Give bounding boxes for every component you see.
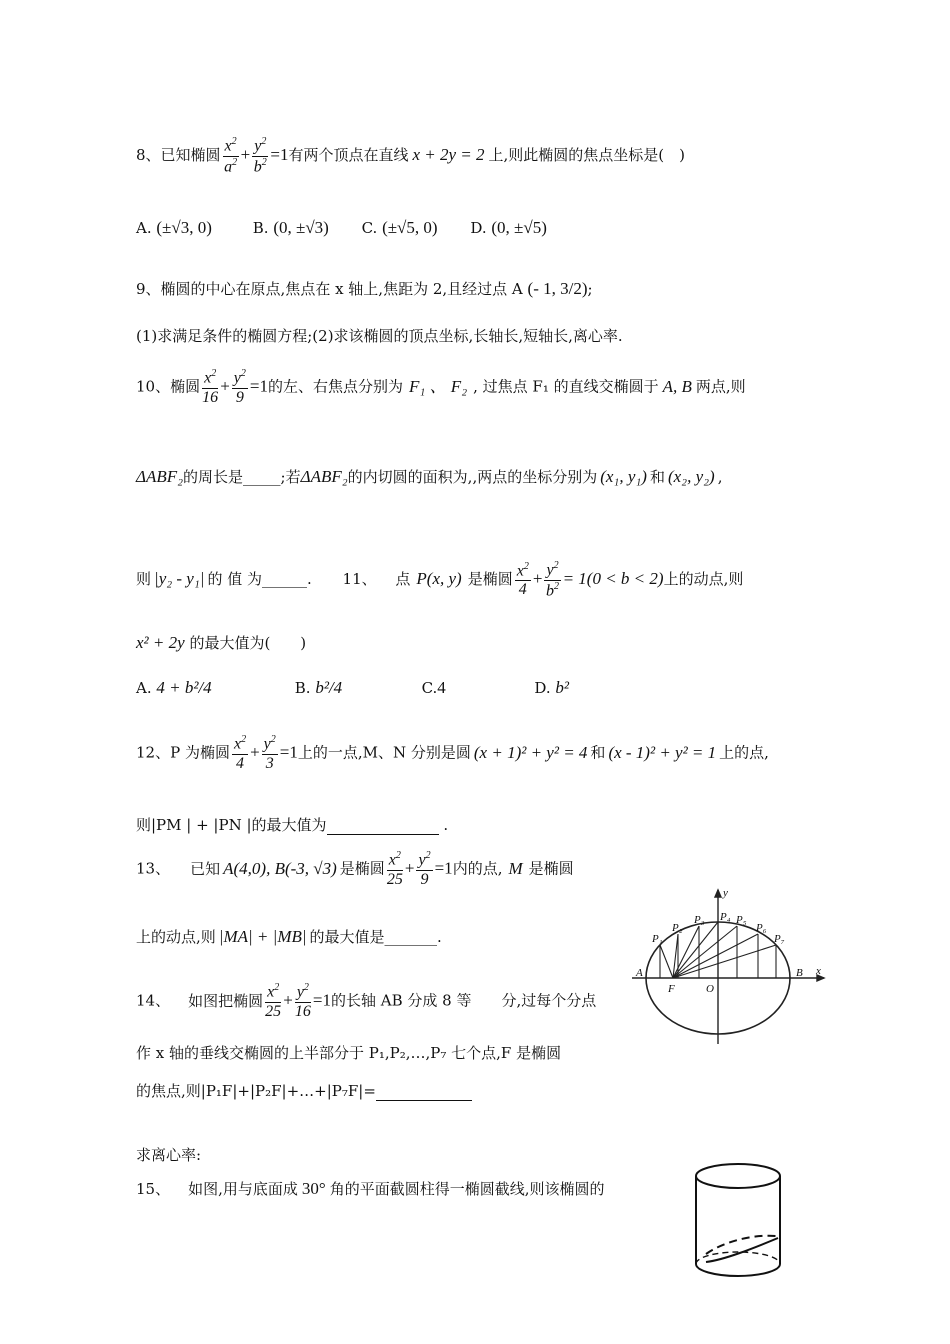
label-p2: P₂ [672, 922, 683, 934]
fraction: $\frac{x^2}{4}$ [516, 560, 529, 599]
q8-option-b: B. (0, ±√3) [252, 218, 329, 237]
fraction: $\frac{y^2}{3}$ [263, 734, 276, 772]
cylinder-bottom [696, 1264, 780, 1276]
q13-line-1: 13、 已知 A(4,0), B(-3, √3) 是椭圆 $\frac{x^2}{25}$ + $\frac{y^2}{9}$ =1内的点, M 是椭圆 [136, 850, 574, 888]
answer-blank [376, 1086, 472, 1101]
q8-line: 8、已知椭圆 $\frac{x^2}{a^2}$ + $\frac{y^2}{b^2}$ =1有两个顶点在直线 x + 2y = 2 上,则此椭圆的焦点坐标是( ) [136, 136, 685, 176]
q12-line-1: 12、P 为椭圆 $\frac{x^2}{4}$ + $\frac{y^2}{3}$ =1上的一点,M、N 分别是圆 (x + 1)² + y² = 4 和 (x - 1)² + y² = 1 上的点, [136, 734, 769, 772]
fraction: $\frac{x^2}{16}$ [202, 368, 219, 406]
q13-line-2: 上的动点,则 |MA| + |MB| 的最大值是_______. [136, 927, 442, 946]
q8-option-d: D. (0, ±√5) [470, 218, 547, 237]
ellipse-figure [626, 884, 832, 1048]
q10-line-3: 则 |y₂ - y₁| 的 值 为______. 11、 点 P(x, y) 是椭圆 $\frac{x^2}{4}$ + $\frac{y^2}{b^2}$ = 1(0 < b < 2)上的动点,则 [136, 560, 744, 600]
q11-options [136, 678, 736, 698]
section-curve-hidden [706, 1236, 776, 1254]
q9-line: 9、椭圆的中心在原点,焦点在 x 轴上,焦距为 2,且经过点 A (- 1, 3/2); [136, 279, 593, 298]
label-f: F [668, 983, 675, 995]
cylinder-figure [690, 1158, 790, 1280]
label-b: B [796, 967, 803, 979]
q8-options [136, 218, 836, 238]
q14-line-3: 的焦点,则|P₁F|+|P₂F|+…+|P₇F|= [136, 1080, 472, 1101]
q15-line: 15、 如图,用与底面成 30° 角的平面截圆柱得一椭圆截线,则该椭圆的 [136, 1179, 605, 1198]
q14-line-1: 14、 如图把椭圆 $\frac{x^2}{25}$ + $\frac{y^2}{16}$ =1的长轴 AB 分成 8 等 分,过每个分点 [136, 982, 597, 1020]
label-p6: P₆ [756, 922, 767, 934]
q11-option-d: D. b² [534, 678, 569, 697]
q11-line-2: x² + 2y 的最大值为( ) [136, 633, 307, 652]
fraction: $\frac{y^2}{9}$ [418, 850, 431, 888]
q11-option-c: C.4 [421, 678, 446, 697]
section-heading: 求离心率: [136, 1146, 202, 1164]
label-p1: P₁ [652, 933, 663, 945]
q9-subquestions: (1)求满足条件的椭圆方程;(2)求该椭圆的顶点坐标,长轴长,短轴长,离心率. [136, 327, 623, 345]
y-arrow-icon [715, 890, 721, 897]
q14-line-2: 作 x 轴的垂线交椭圆的上半部分于 P₁,P₂,…,P₇ 七个点,F 是椭圆 [136, 1044, 562, 1062]
fraction: $\frac{y^2}{9}$ [233, 368, 246, 406]
q11-option-b: B. b²/4 [294, 678, 343, 697]
fraction: $\frac{y^2}{16}$ [294, 982, 311, 1020]
section-curve [706, 1238, 778, 1262]
q12-line-2: 则|PM | + |PN |的最大值为 . [136, 816, 449, 834]
label-p3: P₃ [694, 914, 705, 926]
fraction: $\frac{x^2}{4}$ [233, 734, 247, 772]
cylinder-top [696, 1164, 780, 1188]
label-o: O [706, 983, 714, 995]
fraction: $\frac{y^2}{b^2}$ [253, 136, 267, 176]
label-p7: P₇ [774, 933, 785, 945]
label-x: x [816, 965, 821, 977]
answer-blank [327, 820, 439, 835]
label-a: A [636, 967, 643, 979]
q10-line-2: ΔABF₂的周长是_____;若ΔABF₂的内切圆的面积为,,两点的坐标分别为 (x₁, y₁) 和 (x₂, y₂) , [136, 467, 723, 486]
fraction: $\frac{x^2}{a^2}$ [224, 136, 238, 176]
q8-option-c: C. (±√5, 0) [361, 218, 438, 237]
label-y: y [723, 887, 728, 899]
fraction: $\frac{x^2}{25}$ [386, 850, 403, 888]
fraction: $\frac{y^2}{b^2}$ [546, 560, 559, 600]
fraction: $\frac{x^2}{25}$ [265, 982, 282, 1020]
q11-option-a: A. 4 + b²/4 [136, 678, 212, 697]
label-p5: P₅ [736, 914, 747, 926]
label-p4: P₄ [720, 911, 731, 923]
q10-line-1: 10、椭圆 $\frac{x^2}{16}$ + $\frac{y^2}{9}$ =1的左、右焦点分别为 F₁ 、 F₂ , 过焦点 F₁ 的直线交椭圆于 A, B 两点,则 [136, 368, 746, 406]
q8-option-a: A. (±√3, 0) [136, 218, 212, 237]
